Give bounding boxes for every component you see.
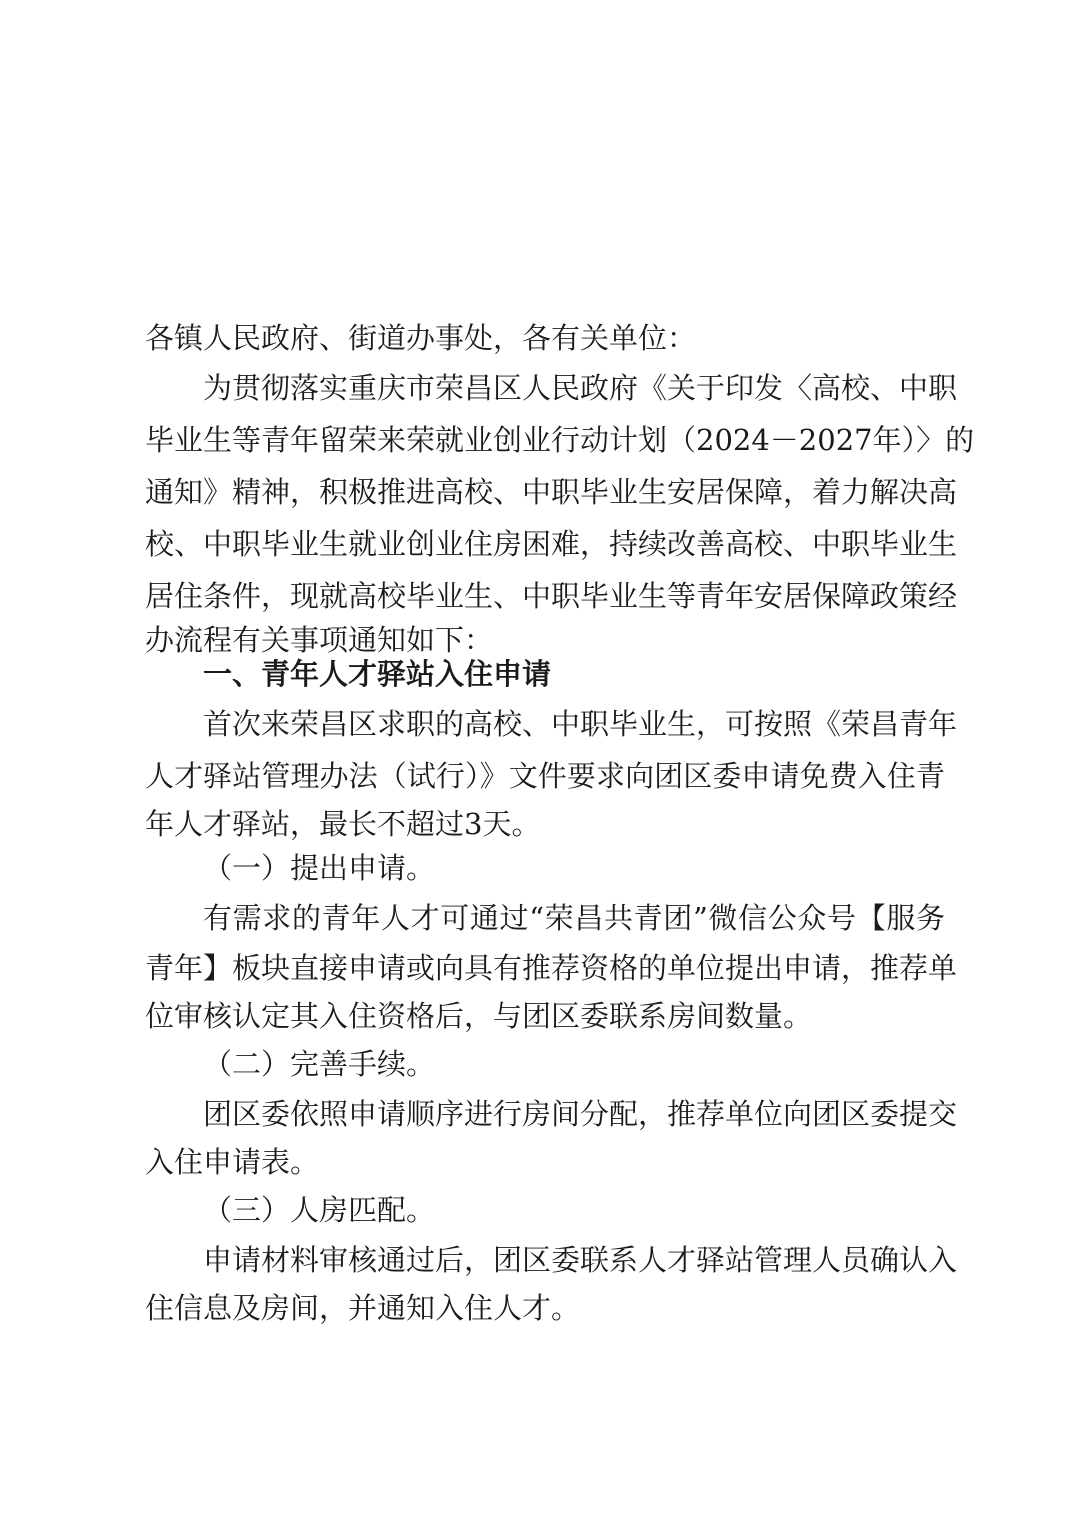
intro-line: 为贯彻落实重庆市荣昌区人民政府《关于印发〈高校、中职	[203, 371, 958, 405]
intro-line: 毕业生等青年留荣来荣就业创业行动计划（2024－2027年）〉的	[145, 423, 975, 457]
subsection-para-line: 位审核认定其入住资格后，与团区委联系房间数量。	[145, 999, 813, 1033]
subsection-para-line: 青年】板块直接申请或向具有推荐资格的单位提出申请，推荐单	[145, 951, 958, 985]
section-para-line: 年人才驿站，最长不超过3天。	[145, 807, 541, 841]
section-para-line: 首次来荣昌区求职的高校、中职毕业生，可按照《荣昌青年	[203, 707, 958, 741]
intro-line: 居住条件，现就高校毕业生、中职毕业生等青年安居保障政策经	[145, 579, 958, 613]
subsection-para-line: 入住申请表。	[145, 1145, 320, 1179]
subsection-para-line: 团区委依照申请顺序进行房间分配，推荐单位向团区委提交	[203, 1097, 958, 1131]
intro-line: 通知》精神，积极推进高校、中职毕业生安居保障，着力解决高	[145, 475, 958, 509]
subsection-title: （二）完善手续。	[203, 1047, 436, 1081]
subsection-para-line: 住信息及房间，并通知入住人才。	[145, 1291, 581, 1325]
section-para-line: 人才驿站管理办法（试行）》文件要求向团区委申请免费入住青	[145, 759, 945, 793]
subsection-para-line: 有需求的青年人才可通过“荣昌共青团”微信公众号【服务	[203, 901, 945, 935]
subsection-para-line: 申请材料审核通过后，团区委联系人才驿站管理人员确认入	[203, 1243, 958, 1277]
subsection-title: （一）提出申请。	[203, 851, 436, 885]
subsection-title: （三）人房匹配。	[203, 1193, 436, 1227]
intro-line: 校、中职毕业生就业创业住房困难，持续改善高校、中职毕业生	[145, 527, 958, 561]
salutation: 各镇人民政府、街道办事处，各有关单位：	[145, 321, 697, 355]
section-heading: 一、青年人才驿站入住申请	[203, 657, 552, 691]
intro-line: 办流程有关事项通知如下：	[145, 623, 494, 657]
